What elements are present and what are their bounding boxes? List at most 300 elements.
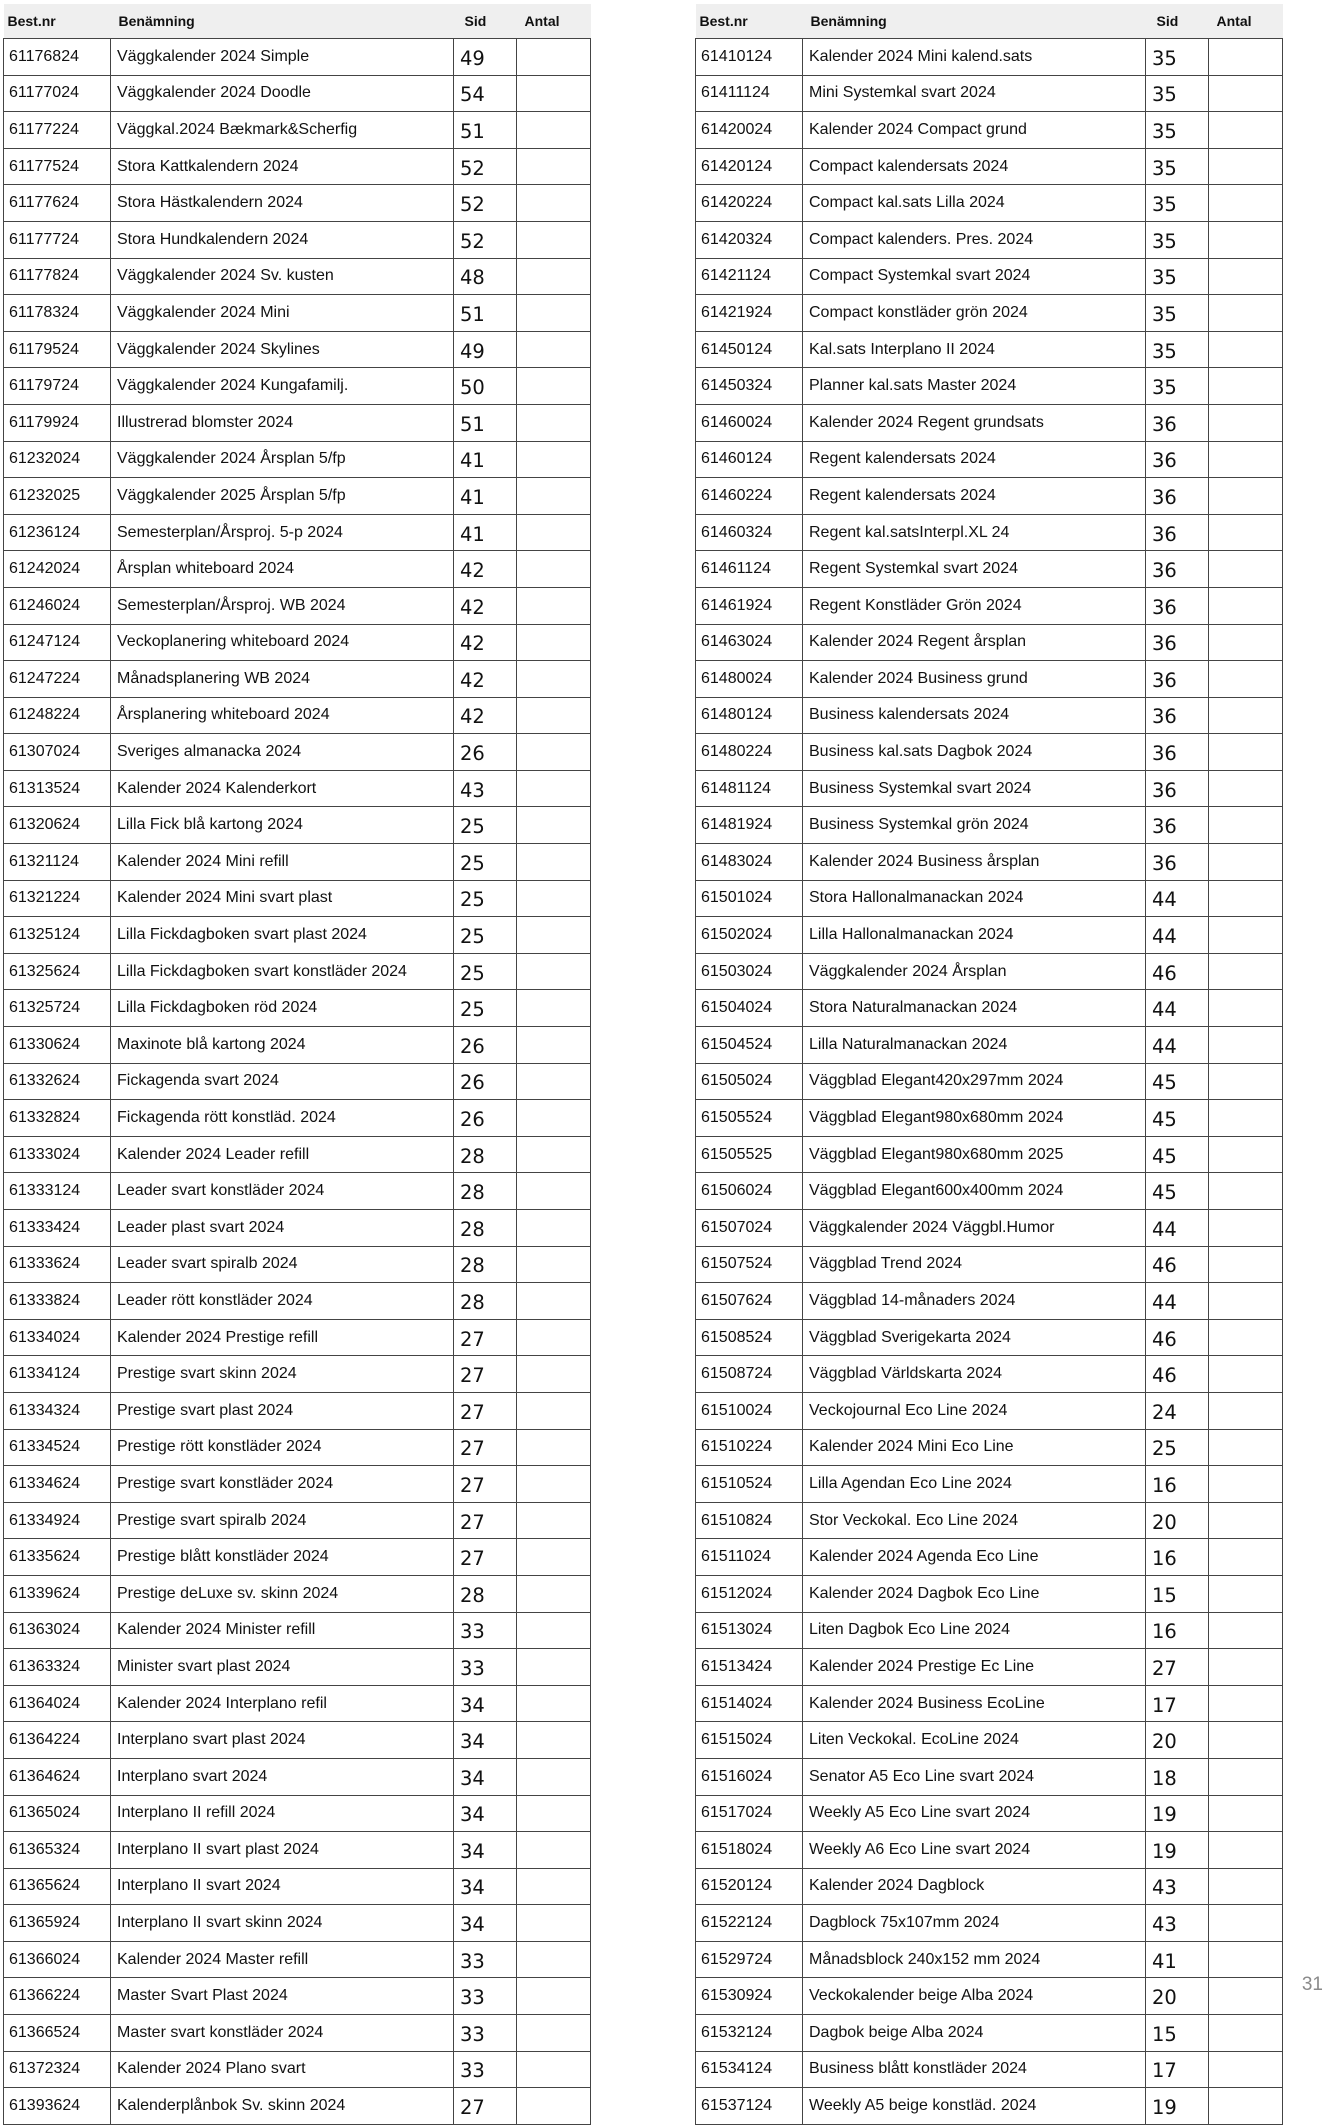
quantity-cell[interactable] <box>517 368 591 405</box>
quantity-cell[interactable] <box>517 1758 591 1795</box>
quantity-cell[interactable] <box>517 112 591 149</box>
quantity-cell[interactable] <box>1209 221 1283 258</box>
quantity-cell[interactable] <box>517 1392 591 1429</box>
table-row <box>4 624 591 661</box>
article-number-cell: 61365924 <box>4 1905 111 1942</box>
quantity-cell[interactable] <box>1209 1575 1283 1612</box>
article-number-cell: 61325124 <box>4 917 111 954</box>
product-name-cell: Minister svart plast 2024 <box>111 1649 454 1686</box>
quantity-cell[interactable] <box>1209 624 1283 661</box>
product-name-cell: Fickagenda svart 2024 <box>111 1063 454 1100</box>
page-ref-cell: 35 <box>1146 331 1209 368</box>
product-name-cell: Kalender 2024 Dagbok Eco Line <box>803 1575 1146 1612</box>
quantity-cell[interactable] <box>517 39 591 76</box>
product-name-cell: Kalender 2024 Prestige Ec Line <box>803 1649 1146 1686</box>
quantity-cell[interactable] <box>1209 148 1283 185</box>
quantity-cell[interactable] <box>1209 551 1283 588</box>
table-row <box>4 1466 591 1503</box>
page-ref-cell: 33 <box>454 2015 517 2052</box>
page-ref-cell: 42 <box>454 587 517 624</box>
quantity-cell[interactable] <box>1209 295 1283 332</box>
page-ref-cell: 26 <box>454 1027 517 1064</box>
quantity-cell[interactable] <box>1209 880 1283 917</box>
article-number-cell: 61512024 <box>696 1575 803 1612</box>
quantity-cell[interactable] <box>517 221 591 258</box>
article-number-cell: 61334124 <box>4 1356 111 1393</box>
page-ref-cell: 17 <box>1146 1685 1209 1722</box>
quantity-cell[interactable] <box>517 551 591 588</box>
quantity-cell[interactable] <box>1209 917 1283 954</box>
product-name-cell: Prestige svart konstläder 2024 <box>111 1466 454 1503</box>
table-row <box>4 1649 591 1686</box>
quantity-cell[interactable] <box>517 478 591 515</box>
article-number-cell: 61508524 <box>696 1319 803 1356</box>
quantity-cell[interactable] <box>1209 1832 1283 1869</box>
table-row <box>4 1905 591 1942</box>
article-number-cell: 61518024 <box>696 1832 803 1869</box>
page-ref-cell: 41 <box>454 441 517 478</box>
quantity-cell[interactable] <box>517 990 591 1027</box>
product-name-cell: Weekly A5 beige konstläd. 2024 <box>803 2088 1146 2125</box>
product-name-cell: Kalender 2024 Mini Eco Line <box>803 1429 1146 1466</box>
page-ref-cell: 36 <box>1146 697 1209 734</box>
quantity-cell[interactable] <box>517 185 591 222</box>
table-row <box>696 1795 1283 1832</box>
quantity-cell[interactable] <box>1209 1978 1283 2015</box>
page-ref-cell: 27 <box>454 1502 517 1539</box>
product-name-cell: Väggkalender 2024 Årsplan <box>803 953 1146 990</box>
page-ref-cell: 27 <box>454 2088 517 2125</box>
quantity-cell[interactable] <box>517 75 591 112</box>
product-name-cell: Compact konstläder grön 2024 <box>803 295 1146 332</box>
article-number-cell: 61179724 <box>4 368 111 405</box>
page-ref-cell: 36 <box>1146 844 1209 881</box>
product-name-cell: Lilla Agendan Eco Line 2024 <box>803 1466 1146 1503</box>
product-name-cell: Kalender 2024 Mini svart plast <box>111 880 454 917</box>
quantity-cell[interactable] <box>1209 2088 1283 2125</box>
quantity-cell[interactable] <box>517 1466 591 1503</box>
quantity-cell[interactable] <box>1209 953 1283 990</box>
quantity-cell[interactable] <box>1209 368 1283 405</box>
quantity-cell[interactable] <box>1209 1685 1283 1722</box>
table-row <box>696 112 1283 149</box>
table-row <box>696 478 1283 515</box>
page-ref-cell: 52 <box>454 221 517 258</box>
page-ref-cell: 33 <box>454 1941 517 1978</box>
quantity-cell[interactable] <box>517 587 591 624</box>
page-ref-cell: 33 <box>454 1649 517 1686</box>
page-ref-cell: 25 <box>454 953 517 990</box>
page-ref-cell: 28 <box>454 1136 517 1173</box>
table-row <box>4 2088 591 2125</box>
article-number-cell: 61411124 <box>696 75 803 112</box>
quantity-cell[interactable] <box>517 1356 591 1393</box>
page-ref-cell: 52 <box>454 185 517 222</box>
quantity-cell[interactable] <box>1209 990 1283 1027</box>
quantity-cell[interactable] <box>517 953 591 990</box>
page-ref-cell: 42 <box>454 697 517 734</box>
quantity-cell[interactable] <box>1209 331 1283 368</box>
table-row <box>4 404 591 441</box>
quantity-cell[interactable] <box>1209 75 1283 112</box>
article-number-cell: 61537124 <box>696 2088 803 2125</box>
page-ref-cell: 36 <box>1146 441 1209 478</box>
quantity-cell[interactable] <box>1209 1905 1283 1942</box>
article-number-cell: 61504524 <box>696 1027 803 1064</box>
article-number-cell: 61450324 <box>696 368 803 405</box>
page-ref-cell: 36 <box>1146 551 1209 588</box>
product-name-cell: Väggkalender 2024 Skylines <box>111 331 454 368</box>
quantity-cell[interactable] <box>1209 807 1283 844</box>
quantity-cell[interactable] <box>1209 39 1283 76</box>
table-row <box>696 221 1283 258</box>
product-name-cell: Kalender 2024 Leader refill <box>111 1136 454 1173</box>
quantity-cell[interactable] <box>1209 1100 1283 1137</box>
table-row <box>4 1283 591 1320</box>
quantity-cell[interactable] <box>1209 2015 1283 2052</box>
page-ref-cell: 46 <box>1146 1356 1209 1393</box>
article-number-cell: 61179924 <box>4 404 111 441</box>
quantity-cell[interactable] <box>517 1100 591 1137</box>
product-name-cell: Väggblad Världskarta 2024 <box>803 1356 1146 1393</box>
article-number-cell: 61529724 <box>696 1941 803 1978</box>
quantity-cell[interactable] <box>517 697 591 734</box>
quantity-cell[interactable] <box>517 2015 591 2052</box>
header-bestnr: Best.nr <box>4 4 111 39</box>
article-number-cell: 61507024 <box>696 1210 803 1247</box>
table-row <box>696 697 1283 734</box>
quantity-cell[interactable] <box>517 1539 591 1576</box>
article-number-cell: 61334624 <box>4 1466 111 1503</box>
quantity-cell[interactable] <box>517 1575 591 1612</box>
quantity-cell[interactable] <box>517 295 591 332</box>
table-row <box>696 331 1283 368</box>
article-number-cell: 61372324 <box>4 2051 111 2088</box>
page-ref-cell: 16 <box>1146 1466 1209 1503</box>
table-row <box>4 1319 591 1356</box>
table-row <box>696 1210 1283 1247</box>
quantity-cell[interactable] <box>1209 1136 1283 1173</box>
quantity-cell[interactable] <box>517 1685 591 1722</box>
page-ref-cell: 34 <box>454 1795 517 1832</box>
quantity-cell[interactable] <box>1209 2051 1283 2088</box>
quantity-cell[interactable] <box>517 258 591 295</box>
page-number: 31 <box>1301 1974 1323 1995</box>
table-row <box>696 514 1283 551</box>
quantity-cell[interactable] <box>517 1832 591 1869</box>
quantity-cell[interactable] <box>1209 1649 1283 1686</box>
page-ref-cell: 35 <box>1146 112 1209 149</box>
page-ref-cell: 34 <box>454 1832 517 1869</box>
product-name-cell: Leader rött konstläder 2024 <box>111 1283 454 1320</box>
quantity-cell[interactable] <box>1209 185 1283 222</box>
product-name-cell: Regent Konstläder Grön 2024 <box>803 587 1146 624</box>
article-number-cell: 61481124 <box>696 770 803 807</box>
product-name-cell: Leader svart spiralb 2024 <box>111 1246 454 1283</box>
quantity-cell[interactable] <box>517 1283 591 1320</box>
quantity-cell[interactable] <box>1209 1941 1283 1978</box>
product-name-cell: Business Systemkal grön 2024 <box>803 807 1146 844</box>
quantity-cell[interactable] <box>517 880 591 917</box>
quantity-cell[interactable] <box>517 844 591 881</box>
quantity-cell[interactable] <box>1209 441 1283 478</box>
table-row <box>696 661 1283 698</box>
quantity-cell[interactable] <box>1209 1868 1283 1905</box>
article-number-cell: 61325724 <box>4 990 111 1027</box>
quantity-cell[interactable] <box>517 770 591 807</box>
quantity-cell[interactable] <box>517 331 591 368</box>
page-ref-cell: 20 <box>1146 1722 1209 1759</box>
quantity-cell[interactable] <box>1209 697 1283 734</box>
product-name-cell: Fickagenda rött konstläd. 2024 <box>111 1100 454 1137</box>
quantity-cell[interactable] <box>517 807 591 844</box>
quantity-cell[interactable] <box>517 514 591 551</box>
table-row <box>4 1100 591 1137</box>
quantity-cell[interactable] <box>517 1319 591 1356</box>
quantity-cell[interactable] <box>517 734 591 771</box>
quantity-cell[interactable] <box>1209 404 1283 441</box>
product-name-cell: Master Svart Plast 2024 <box>111 1978 454 2015</box>
article-number-cell: 61420024 <box>696 112 803 149</box>
table-row <box>696 75 1283 112</box>
table-row <box>696 1429 1283 1466</box>
quantity-cell[interactable] <box>1209 1722 1283 1759</box>
table-row <box>696 1649 1283 1686</box>
quantity-cell[interactable] <box>517 2088 591 2125</box>
table-row <box>696 551 1283 588</box>
quantity-cell[interactable] <box>1209 258 1283 295</box>
quantity-cell[interactable] <box>517 2051 591 2088</box>
product-name-cell: Prestige blått konstläder 2024 <box>111 1539 454 1576</box>
table-row <box>4 1502 591 1539</box>
quantity-cell[interactable] <box>517 661 591 698</box>
product-name-cell: Väggkalender 2024 Kungafamilj. <box>111 368 454 405</box>
quantity-cell[interactable] <box>1209 1173 1283 1210</box>
product-name-cell: Prestige deLuxe sv. skinn 2024 <box>111 1575 454 1612</box>
quantity-cell[interactable] <box>1209 1502 1283 1539</box>
quantity-cell[interactable] <box>517 1502 591 1539</box>
page-ref-cell: 16 <box>1146 1539 1209 1576</box>
quantity-cell[interactable] <box>517 1905 591 1942</box>
article-number-cell: 61339624 <box>4 1575 111 1612</box>
product-name-cell: Leader svart konstläder 2024 <box>111 1173 454 1210</box>
page-ref-cell: 35 <box>1146 295 1209 332</box>
quantity-cell[interactable] <box>1209 1210 1283 1247</box>
article-number-cell: 61325624 <box>4 953 111 990</box>
table-row <box>4 368 591 405</box>
quantity-cell[interactable] <box>1209 112 1283 149</box>
quantity-cell[interactable] <box>1209 1027 1283 1064</box>
article-number-cell: 61480124 <box>696 697 803 734</box>
quantity-cell[interactable] <box>1209 514 1283 551</box>
table-row <box>696 368 1283 405</box>
page-ref-cell: 34 <box>454 1758 517 1795</box>
page-ref-cell: 36 <box>1146 734 1209 771</box>
article-number-cell: 61247224 <box>4 661 111 698</box>
table-header-row <box>4 4 591 39</box>
quantity-cell[interactable] <box>517 1722 591 1759</box>
table-row <box>696 1612 1283 1649</box>
quantity-cell[interactable] <box>517 1649 591 1686</box>
product-name-cell: Kal.sats Interplano II 2024 <box>803 331 1146 368</box>
page-ref-cell: 15 <box>1146 2015 1209 2052</box>
product-name-cell: Stor Veckokal. Eco Line 2024 <box>803 1502 1146 1539</box>
quantity-cell[interactable] <box>517 1027 591 1064</box>
product-name-cell: Kalender 2024 Mini refill <box>111 844 454 881</box>
quantity-cell[interactable] <box>517 1868 591 1905</box>
quantity-cell[interactable] <box>1209 1429 1283 1466</box>
page-ref-cell: 36 <box>1146 404 1209 441</box>
table-row <box>696 1832 1283 1869</box>
quantity-cell[interactable] <box>1209 1466 1283 1503</box>
article-number-cell: 61177224 <box>4 112 111 149</box>
quantity-cell[interactable] <box>517 148 591 185</box>
table-row <box>4 587 591 624</box>
article-number-cell: 61420324 <box>696 221 803 258</box>
table-row <box>696 1027 1283 1064</box>
quantity-cell[interactable] <box>1209 1246 1283 1283</box>
article-number-cell: 61313524 <box>4 770 111 807</box>
product-name-cell: Interplano II svart skinn 2024 <box>111 1905 454 1942</box>
quantity-cell[interactable] <box>1209 1758 1283 1795</box>
article-number-cell: 61508724 <box>696 1356 803 1393</box>
product-name-cell: Väggblad Elegant420x297mm 2024 <box>803 1063 1146 1100</box>
table-row <box>696 1685 1283 1722</box>
product-name-cell: Lilla Fickdagboken svart plast 2024 <box>111 917 454 954</box>
article-number-cell: 61515024 <box>696 1722 803 1759</box>
article-number-cell: 61511024 <box>696 1539 803 1576</box>
product-name-cell: Kalender 2024 Regent grundsats <box>803 404 1146 441</box>
page-ref-cell: 17 <box>1146 2051 1209 2088</box>
quantity-cell[interactable] <box>517 1210 591 1247</box>
product-name-cell: Kalender 2024 Prestige refill <box>111 1319 454 1356</box>
product-name-cell: Regent kal.satsInterpl.XL 24 <box>803 514 1146 551</box>
header-antal: Antal <box>1209 4 1283 39</box>
quantity-cell[interactable] <box>1209 661 1283 698</box>
quantity-cell[interactable] <box>1209 1539 1283 1576</box>
page-ref-cell: 33 <box>454 2051 517 2088</box>
quantity-cell[interactable] <box>517 624 591 661</box>
quantity-cell[interactable] <box>517 1978 591 2015</box>
product-name-cell: Kalender 2024 Business EcoLine <box>803 1685 1146 1722</box>
quantity-cell[interactable] <box>1209 1612 1283 1649</box>
table-row <box>696 770 1283 807</box>
quantity-cell[interactable] <box>1209 844 1283 881</box>
quantity-cell[interactable] <box>517 1173 591 1210</box>
table-row <box>4 697 591 734</box>
quantity-cell[interactable] <box>517 1136 591 1173</box>
quantity-cell[interactable] <box>517 1429 591 1466</box>
product-name-cell: Interplano svart 2024 <box>111 1758 454 1795</box>
table-row <box>696 295 1283 332</box>
page-ref-cell: 36 <box>1146 624 1209 661</box>
quantity-cell[interactable] <box>1209 587 1283 624</box>
table-row <box>696 2088 1283 2125</box>
page-ref-cell: 36 <box>1146 587 1209 624</box>
page-ref-cell: 35 <box>1146 258 1209 295</box>
product-name-cell: Regent Systemkal svart 2024 <box>803 551 1146 588</box>
table-row <box>696 1539 1283 1576</box>
product-name-cell: Dagbok beige Alba 2024 <box>803 2015 1146 2052</box>
page-ref-cell: 45 <box>1146 1063 1209 1100</box>
quantity-cell[interactable] <box>1209 734 1283 771</box>
product-name-cell: Stora Naturalmanackan 2024 <box>803 990 1146 1027</box>
page-ref-cell: 49 <box>454 39 517 76</box>
page-ref-cell: 46 <box>1146 1246 1209 1283</box>
product-name-cell: Prestige svart skinn 2024 <box>111 1356 454 1393</box>
table-row <box>4 734 591 771</box>
order-table-left <box>3 4 591 2125</box>
article-number-cell: 61363324 <box>4 1649 111 1686</box>
article-number-cell: 61177724 <box>4 221 111 258</box>
page-ref-cell: 34 <box>454 1685 517 1722</box>
product-name-cell: Väggkalender 2024 Väggbl.Humor <box>803 1210 1146 1247</box>
quantity-cell[interactable] <box>1209 770 1283 807</box>
table-row <box>4 1685 591 1722</box>
product-name-cell: Interplano II svart 2024 <box>111 1868 454 1905</box>
quantity-cell[interactable] <box>517 1941 591 1978</box>
table-row <box>696 1319 1283 1356</box>
article-number-cell: 61178324 <box>4 295 111 332</box>
page-ref-cell: 34 <box>454 1722 517 1759</box>
table-row <box>4 1429 591 1466</box>
product-name-cell: Senator A5 Eco Line svart 2024 <box>803 1758 1146 1795</box>
product-name-cell: Väggkal.2024 Bækmark&Scherfig <box>111 112 454 149</box>
table-row <box>4 2015 591 2052</box>
quantity-cell[interactable] <box>517 1246 591 1283</box>
quantity-cell[interactable] <box>517 1612 591 1649</box>
table-row <box>4 661 591 698</box>
article-number-cell: 61236124 <box>4 514 111 551</box>
page-ref-cell: 36 <box>1146 514 1209 551</box>
table-row <box>696 1356 1283 1393</box>
article-number-cell: 61334324 <box>4 1392 111 1429</box>
quantity-cell[interactable] <box>517 1795 591 1832</box>
article-number-cell: 61461124 <box>696 551 803 588</box>
table-row <box>4 1722 591 1759</box>
product-name-cell: Veckoplanering whiteboard 2024 <box>111 624 454 661</box>
quantity-cell[interactable] <box>517 441 591 478</box>
page-ref-cell: 24 <box>1146 1392 1209 1429</box>
quantity-cell[interactable] <box>1209 1356 1283 1393</box>
article-number-cell: 61481924 <box>696 807 803 844</box>
article-number-cell: 61393624 <box>4 2088 111 2125</box>
quantity-cell[interactable] <box>517 917 591 954</box>
quantity-cell[interactable] <box>1209 1283 1283 1320</box>
article-number-cell: 61410124 <box>696 39 803 76</box>
article-number-cell: 61421124 <box>696 258 803 295</box>
page-ref-cell: 35 <box>1146 368 1209 405</box>
article-number-cell: 61177524 <box>4 148 111 185</box>
quantity-cell[interactable] <box>1209 1795 1283 1832</box>
table-row <box>4 844 591 881</box>
quantity-cell[interactable] <box>1209 1392 1283 1429</box>
product-name-cell: Veckojournal Eco Line 2024 <box>803 1392 1146 1429</box>
article-number-cell: 61247124 <box>4 624 111 661</box>
quantity-cell[interactable] <box>517 1063 591 1100</box>
product-name-cell: Regent kalendersats 2024 <box>803 441 1146 478</box>
table-row <box>696 1502 1283 1539</box>
quantity-cell[interactable] <box>1209 1063 1283 1100</box>
product-name-cell: Business kalendersats 2024 <box>803 697 1146 734</box>
quantity-cell[interactable] <box>517 404 591 441</box>
quantity-cell[interactable] <box>1209 478 1283 515</box>
page-ref-cell: 25 <box>454 917 517 954</box>
quantity-cell[interactable] <box>1209 1319 1283 1356</box>
product-name-cell: Planner kal.sats Master 2024 <box>803 368 1146 405</box>
product-name-cell: Väggblad Elegant980x680mm 2024 <box>803 1100 1146 1137</box>
table-row <box>696 258 1283 295</box>
